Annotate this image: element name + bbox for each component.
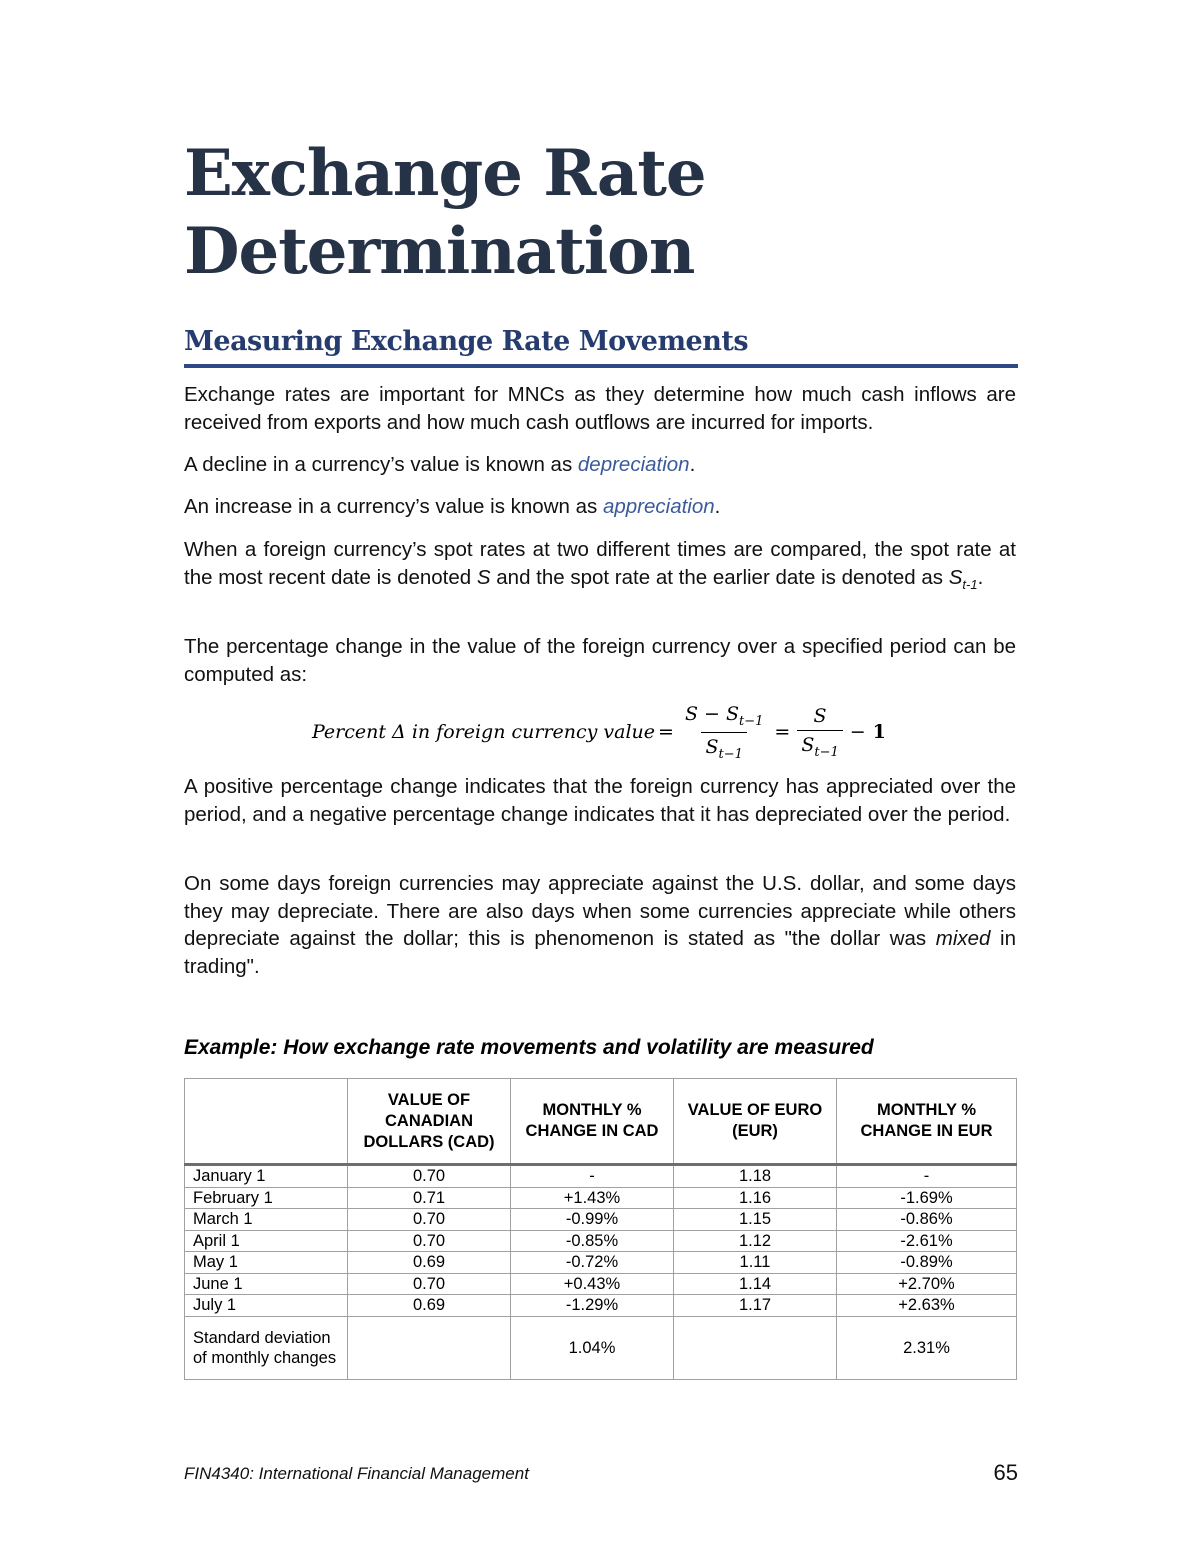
- table-cell: 0.70: [348, 1230, 511, 1252]
- spot-rate-text-c: .: [977, 565, 984, 589]
- frac1-denominator: S: [705, 735, 719, 758]
- paragraph-interpretation: A positive percentage change indicates that the foreign currency has appreciated over the period, and a negative percentage change indicates that it has depreciated over the period.: [184, 775, 1016, 826]
- spot-rate-text-a: When a foreign currency’s spot rates at two different times are compared, the spot rate at the most recent date is denoted: [184, 538, 1016, 589]
- percent-change-formula: [312, 700, 886, 764]
- table-row: [185, 1165, 1017, 1188]
- table-cell: 1.12: [674, 1230, 837, 1252]
- page-title: [184, 135, 706, 291]
- frac2-numerator: S: [813, 704, 827, 727]
- table-cell: -2.61%: [837, 1230, 1017, 1252]
- table-cell: -0.85%: [511, 1230, 674, 1252]
- mixed-text-a: On some days foreign currencies may appreciate against the U.S. dollar, and some days they may depreciate. There are also days when some currencies appreciate while others depreciate against the dollar; this is phenomenon is stated as "the dollar was: [184, 872, 1016, 950]
- footer-course-title: FIN4340: International Financial Management: [184, 1464, 529, 1483]
- depreciation-period: .: [689, 453, 696, 476]
- table-cell: +0.43%: [511, 1273, 674, 1295]
- table-header-cell: [185, 1079, 348, 1165]
- appreciation-period: .: [714, 495, 721, 518]
- table-header-cell: VALUE OF CANADIAN DOLLARS (CAD): [348, 1079, 511, 1165]
- table-cell: 1.15: [674, 1209, 837, 1231]
- table-cell: 0.70: [348, 1209, 511, 1231]
- title-line-1: Exchange Rate: [184, 136, 706, 211]
- table-cell: May 1: [185, 1252, 348, 1274]
- table-header-cell: MONTHLY % CHANGE IN EUR: [837, 1079, 1017, 1165]
- exchange-rate-table: [184, 1078, 1017, 1380]
- table-cell: 1.18: [674, 1165, 837, 1188]
- frac2-denominator: S: [801, 733, 815, 756]
- formula-one: 1: [872, 721, 886, 743]
- table-row: [185, 1273, 1017, 1295]
- table-header-cell: MONTHLY % CHANGE IN CAD: [511, 1079, 674, 1165]
- formula-minus: −: [849, 721, 866, 743]
- section-heading: Measuring Exchange Rate Movements: [184, 324, 1018, 368]
- table-cell: 0.70: [348, 1273, 511, 1295]
- table-cell: 0.71: [348, 1187, 511, 1209]
- table-row: [185, 1252, 1017, 1274]
- title-line-2: Determination: [184, 214, 695, 289]
- table-cell: -0.72%: [511, 1252, 674, 1274]
- table-cell: 0.69: [348, 1252, 511, 1274]
- table-cell: 2.31%: [837, 1316, 1017, 1379]
- table-cell: -0.86%: [837, 1209, 1017, 1231]
- spot-subscript: t-1: [962, 576, 978, 592]
- paragraph-depreciation: [184, 451, 1016, 479]
- table-cell: -1.69%: [837, 1187, 1017, 1209]
- table-cell: January 1: [185, 1165, 348, 1188]
- table-cell: 1.11: [674, 1252, 837, 1274]
- formula-equals-1: =: [658, 721, 674, 743]
- table-header-cell: VALUE OF EURO (EUR): [674, 1079, 837, 1165]
- table-cell: 0.70: [348, 1165, 511, 1188]
- table-row-std-dev: [185, 1316, 1017, 1379]
- table-row: [185, 1187, 1017, 1209]
- table-cell: +2.63%: [837, 1295, 1017, 1317]
- spot-symbol: S: [476, 565, 491, 589]
- table-cell: [674, 1316, 837, 1379]
- table-cell: -0.99%: [511, 1209, 674, 1231]
- formula-fraction-2: [797, 705, 842, 760]
- table-cell: 1.14: [674, 1273, 837, 1295]
- table-cell: Standard deviation of monthly changes: [185, 1316, 348, 1379]
- page-number: 65: [993, 1460, 1018, 1485]
- table-cell: -: [511, 1165, 674, 1188]
- frac1-denominator-sub: t−1: [718, 746, 743, 762]
- depreciation-term: depreciation: [577, 453, 690, 476]
- table-cell: -: [837, 1165, 1017, 1188]
- table-row: [185, 1230, 1017, 1252]
- table-cell: [348, 1316, 511, 1379]
- table-cell: +1.43%: [511, 1187, 674, 1209]
- paragraph-percentage-change: The percentage change in the value of the foreign currency over a specified period can be computed as:: [184, 635, 1016, 686]
- example-title: Example: How exchange rate movements and volatility are measured: [184, 1036, 874, 1059]
- frac1-numerator-sub: t−1: [739, 713, 764, 729]
- table-cell: 1.16: [674, 1187, 837, 1209]
- frac1-numerator: S − S: [684, 702, 739, 725]
- table-row: [185, 1295, 1017, 1317]
- formula-fraction-1: [681, 703, 767, 762]
- table-cell: 1.17: [674, 1295, 837, 1317]
- formula-equals-2: =: [774, 721, 791, 743]
- table-cell: +2.70%: [837, 1273, 1017, 1295]
- table-header-row: [185, 1079, 1017, 1165]
- table-cell: February 1: [185, 1187, 348, 1209]
- appreciation-term: appreciation: [602, 495, 715, 518]
- mixed-text-b: in trading".: [184, 927, 1016, 978]
- appreciation-text: An increase in a currency’s value is known as: [184, 495, 603, 518]
- table-cell: -1.29%: [511, 1295, 674, 1317]
- spot-rate-text-b: and the spot rate at the earlier date is denoted as: [490, 565, 949, 589]
- table-cell: June 1: [185, 1273, 348, 1295]
- table-cell: July 1: [185, 1295, 348, 1317]
- paragraph-mixed-trading: [184, 870, 1016, 980]
- table-cell: April 1: [185, 1230, 348, 1252]
- table-cell: March 1: [185, 1209, 348, 1231]
- formula-lhs: Percent Δ in foreign currency value: [312, 721, 656, 743]
- mixed-term: mixed: [935, 927, 991, 950]
- frac2-denominator-sub: t−1: [814, 744, 839, 760]
- paragraph-intro: Exchange rates are important for MNCs as they determine how much cash inflows are received from exports and how much cash outflows are incurred for imports.: [184, 383, 1016, 434]
- spot-symbol-prev: S: [948, 565, 963, 589]
- table-cell: 1.04%: [511, 1316, 674, 1379]
- table-row: [185, 1209, 1017, 1231]
- table-cell: 0.69: [348, 1295, 511, 1317]
- paragraph-spot-rate: [184, 536, 1016, 598]
- table-cell: -0.89%: [837, 1252, 1017, 1274]
- paragraph-appreciation: [184, 493, 1016, 521]
- depreciation-text: A decline in a currency’s value is known as: [184, 453, 578, 476]
